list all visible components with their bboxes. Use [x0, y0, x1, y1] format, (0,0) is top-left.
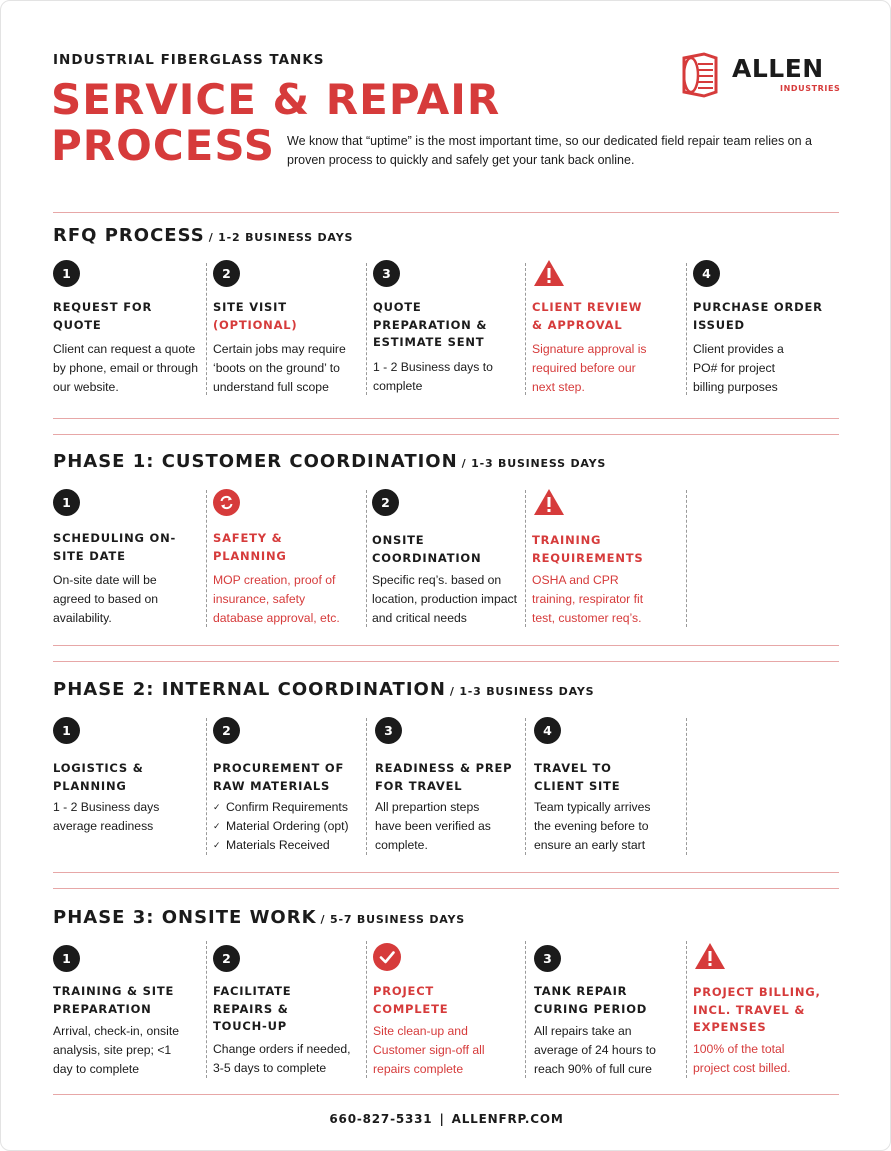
step-description: MOP creation, proof of insurance, safety database approval, etc.	[213, 573, 340, 625]
section-title: PHASE 1: CUSTOMER COORDINATION	[53, 451, 458, 472]
step-title: PROJECT BILLING, INCL. TRAVEL & EXPENSES	[693, 985, 821, 1034]
column-divider	[525, 490, 526, 627]
step-description: Specific req’s. based on location, production impact and critical needs	[372, 573, 517, 625]
column-divider	[525, 941, 526, 1078]
section-divider	[53, 888, 839, 889]
step-title: LOGISTICS & PLANNING	[53, 761, 144, 793]
section-heading-phase1	[53, 451, 606, 472]
step-number-badge: 4	[534, 717, 561, 744]
footer-separator: |	[439, 1112, 445, 1126]
section-divider	[53, 872, 839, 873]
step-title: QUOTE PREPARATION & ESTIMATE SENT	[373, 300, 488, 349]
checkmark-icon	[373, 943, 401, 971]
column-divider	[366, 490, 367, 627]
section-duration: / 1-3 BUSINESS DAYS	[461, 457, 607, 470]
step-description: 1 - 2 Business days average readiness	[53, 800, 160, 833]
footer-phone[interactable]: 660-827-5331	[329, 1112, 433, 1126]
step-number-badge: 4	[693, 260, 720, 287]
step-title: TRAINING & SITE PREPARATION	[53, 984, 175, 1016]
step-description: 1 - 2 Business days to complete	[373, 360, 493, 393]
step-title: TANK REPAIR CURING PERIOD	[534, 984, 648, 1016]
column-divider	[206, 718, 207, 855]
step-title	[213, 299, 363, 334]
warning-icon	[532, 487, 566, 517]
column-divider	[366, 263, 367, 395]
step-title: PROJECT COMPLETE	[373, 984, 449, 1016]
step-title: REQUEST FOR QUOTE	[53, 300, 153, 332]
section-duration: / 1-2 BUSINESS DAYS	[208, 231, 354, 244]
step-title: READINESS & PREP FOR TRAVEL	[375, 761, 513, 793]
column-divider	[206, 490, 207, 627]
section-divider	[53, 418, 839, 419]
step-number-badge: 1	[53, 945, 80, 972]
step-title: CLIENT REVIEW & APPROVAL	[532, 300, 643, 332]
eyebrow-label: INDUSTRIAL FIBERGLASS TANKS	[53, 52, 325, 68]
step-description: Arrival, check-in, onsite analysis, site prep; <1 day to complete	[53, 1024, 179, 1076]
section-divider	[53, 645, 839, 646]
step-description: Team typically arrives the evening before to ensure an early start	[534, 800, 651, 852]
step-title: SCHEDULING ON-SITE DATE	[53, 531, 177, 563]
step-title-optional: (OPTIONAL)	[213, 317, 298, 332]
step-description: On-site date will be agreed to based on availability.	[53, 573, 159, 625]
footer-website-link[interactable]: ALLENFRP.COM	[451, 1112, 564, 1126]
column-divider	[366, 718, 367, 855]
step-description: Client provides a PO# for project billing purposes	[693, 342, 784, 394]
intro-paragraph: We know that “uptime” is the most important time, so our dedicated field repair team relies on a proven process to quickly and safely get your tank back online.	[287, 134, 813, 167]
column-divider	[686, 718, 687, 855]
section-title: PHASE 3: ONSITE WORK	[53, 907, 317, 928]
section-heading-phase2	[53, 679, 594, 700]
step-description: All repairs take an average of 24 hours to reach 90% of full cure	[534, 1024, 656, 1076]
step-description: Client can request a quote by phone, email or through our website.	[53, 342, 198, 394]
logo-wordmark: ALLEN	[732, 54, 824, 83]
page-title-line1: SERVICE & REPAIR	[51, 75, 501, 124]
refresh-icon	[213, 489, 240, 516]
step-number-badge: 1	[53, 489, 80, 516]
step-description: Change orders if needed, 3-5 days to complete	[213, 1042, 351, 1075]
step-number-badge: 3	[534, 945, 561, 972]
column-divider	[686, 263, 687, 395]
section-duration: / 1-3 BUSINESS DAYS	[449, 685, 595, 698]
warning-icon	[532, 258, 566, 288]
section-divider	[53, 1094, 839, 1095]
step-title: SAFETY & PLANNING	[213, 531, 287, 563]
section-title: PHASE 2: INTERNAL COORDINATION	[53, 679, 446, 700]
step-description: Site clean-up and Customer sign-off all repairs complete	[373, 1024, 485, 1076]
checklist-item: ✓ Material Ordering (opt)	[213, 817, 373, 836]
section-divider	[53, 661, 839, 662]
column-divider	[686, 941, 687, 1078]
logo-subtitle: INDUSTRIES	[780, 84, 841, 93]
step-number-badge: 1	[53, 260, 80, 287]
column-divider	[686, 490, 687, 627]
section-title: RFQ PROCESS	[53, 225, 205, 246]
step-number-badge: 3	[375, 717, 402, 744]
checklist-item: ✓ Materials Received	[213, 836, 373, 855]
column-divider	[366, 941, 367, 1078]
step-title-main: SITE VISIT	[213, 300, 287, 314]
section-divider	[53, 434, 839, 435]
section-heading-rfq	[53, 225, 353, 246]
step-title: PURCHASE ORDER ISSUED	[693, 300, 823, 332]
step-title: FACILITATE REPAIRS & TOUCH-UP	[213, 984, 292, 1033]
step-title: PROCUREMENT OF RAW MATERIALS	[213, 761, 345, 793]
step-number-badge: 2	[213, 260, 240, 287]
step-title: TRAINING REQUIREMENTS	[532, 533, 644, 565]
step-description: 100% of the total project cost billed.	[693, 1042, 791, 1075]
company-logo	[678, 52, 843, 100]
procurement-checklist	[213, 798, 373, 855]
step-title: ONSITE COORDINATION	[372, 533, 482, 565]
footer-contact	[1, 1112, 891, 1126]
warning-icon	[693, 941, 727, 971]
page-title-line2: PROCESS	[51, 121, 275, 170]
checklist-item: ✓ Confirm Requirements	[213, 798, 373, 817]
column-divider	[206, 263, 207, 395]
step-number-badge: 2	[213, 945, 240, 972]
section-heading-phase3	[53, 907, 465, 928]
step-number-badge: 1	[53, 717, 80, 744]
step-description: Signature approval is required before our next step.	[532, 342, 647, 394]
step-number-badge: 3	[373, 260, 400, 287]
step-number-badge: 2	[213, 717, 240, 744]
section-divider	[53, 212, 839, 213]
column-divider	[525, 263, 526, 395]
step-description: OSHA and CPR training, respirator fit test, customer req’s.	[532, 573, 644, 625]
step-description: Certain jobs may require ‘boots on the ground’ to understand full scope	[213, 342, 346, 394]
step-description: All prepartion steps have been verified as complete.	[375, 800, 491, 852]
step-number-badge: 2	[372, 489, 399, 516]
column-divider	[525, 718, 526, 855]
section-duration: / 5-7 BUSINESS DAYS	[320, 913, 466, 926]
allen-tank-logo-icon	[678, 52, 722, 98]
step-title: TRAVEL TO CLIENT SITE	[534, 761, 621, 793]
column-divider	[206, 941, 207, 1078]
